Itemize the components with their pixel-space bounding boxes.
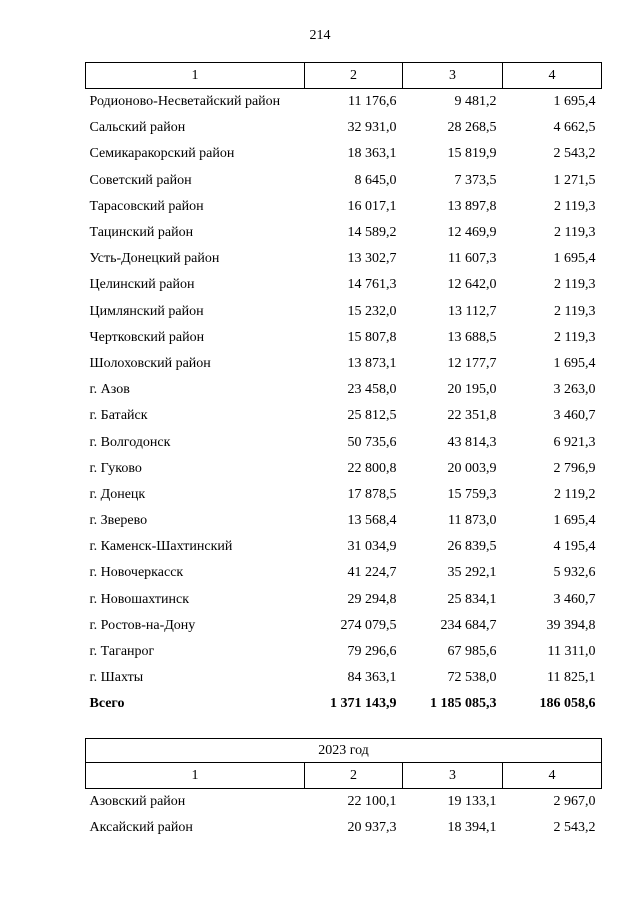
year-header: 2023 год xyxy=(86,739,602,763)
territory-name-cell: Семикаракорский район xyxy=(89,146,235,162)
table-row xyxy=(86,115,602,141)
value-cell: 2 796,9 xyxy=(553,460,596,476)
territory-name-cell: г. Азов xyxy=(89,382,130,398)
territory-name-cell: г. Батайск xyxy=(89,408,148,424)
value-cell: 17 878,5 xyxy=(347,486,397,502)
table-row xyxy=(86,482,602,508)
column-header: 2 xyxy=(305,63,403,89)
value-cell: 12 642,0 xyxy=(447,277,497,293)
table-row xyxy=(86,351,602,377)
value-cell: 72 538,0 xyxy=(447,670,497,686)
total-value-cell: 186 058,6 xyxy=(539,696,596,712)
territory-name-cell: Советский район xyxy=(89,172,192,188)
value-cell: 6 921,3 xyxy=(553,434,596,450)
column-header: 4 xyxy=(503,63,602,89)
value-cell: 11 176,6 xyxy=(348,94,397,110)
value-cell: 20 195,0 xyxy=(447,382,497,398)
territory-name-cell: Цимлянский район xyxy=(89,303,204,319)
table-row xyxy=(86,429,602,455)
allocation-table-2023 xyxy=(85,738,602,841)
total-row xyxy=(86,691,602,717)
territory-name-cell: г. Волгодонск xyxy=(89,434,171,450)
territory-name-cell: Тарасовский район xyxy=(89,198,204,214)
column-header: 4 xyxy=(503,763,602,789)
value-cell: 1 695,4 xyxy=(553,355,596,371)
column-header: 2 xyxy=(305,763,403,789)
total-value-cell: 1 185 085,3 xyxy=(430,696,497,712)
value-cell: 15 807,8 xyxy=(347,329,397,345)
value-cell: 2 119,3 xyxy=(554,303,596,319)
value-cell: 11 311,0 xyxy=(547,644,596,660)
value-cell: 39 394,8 xyxy=(546,617,596,633)
value-cell: 13 568,4 xyxy=(347,513,397,529)
table-row xyxy=(86,587,602,613)
value-cell: 2 119,2 xyxy=(554,486,596,502)
column-header: 1 xyxy=(86,763,305,789)
territory-name-cell: Целинский район xyxy=(89,277,195,293)
value-cell: 67 985,6 xyxy=(447,644,497,660)
value-cell: 1 695,4 xyxy=(553,94,596,110)
value-cell: 2 119,3 xyxy=(554,329,596,345)
value-cell: 32 931,0 xyxy=(347,120,397,136)
value-cell: 16 017,1 xyxy=(347,198,397,214)
value-cell: 11 825,1 xyxy=(547,670,596,686)
value-cell: 41 224,7 xyxy=(347,565,397,581)
value-cell: 15 759,3 xyxy=(447,486,497,502)
table-row xyxy=(86,508,602,534)
value-cell: 4 195,4 xyxy=(553,539,596,555)
value-cell: 43 814,3 xyxy=(447,434,497,450)
table-row xyxy=(86,534,602,560)
territory-name-cell: Азовский район xyxy=(89,794,186,810)
value-cell: 22 100,1 xyxy=(347,794,397,810)
table-body xyxy=(86,789,602,842)
value-cell: 2 119,3 xyxy=(554,225,596,241)
value-cell: 79 296,6 xyxy=(347,644,397,660)
territory-name-cell: г. Таганрог xyxy=(89,644,155,660)
value-cell: 50 735,6 xyxy=(347,434,397,450)
value-cell: 2 543,2 xyxy=(553,820,596,836)
value-cell: 3 460,7 xyxy=(553,408,596,424)
value-cell: 13 897,8 xyxy=(447,198,497,214)
value-cell: 11 607,3 xyxy=(448,251,497,267)
table-body xyxy=(86,89,602,718)
year-header-row xyxy=(86,739,602,763)
value-cell: 15 819,9 xyxy=(447,146,497,162)
territory-name-cell: г. Гуково xyxy=(89,460,142,476)
value-cell: 3 263,0 xyxy=(553,382,596,398)
table-row xyxy=(86,141,602,167)
value-cell: 14 761,3 xyxy=(347,277,397,293)
territory-name-cell: Тацинский район xyxy=(89,225,194,241)
territory-name-cell: г. Шахты xyxy=(89,670,144,686)
value-cell: 8 645,0 xyxy=(354,172,397,188)
value-cell: 25 834,1 xyxy=(447,591,497,607)
table-row xyxy=(86,272,602,298)
value-cell: 2 543,2 xyxy=(553,146,596,162)
territory-name-cell: г. Зверево xyxy=(89,513,148,529)
value-cell: 5 932,6 xyxy=(553,565,596,581)
table-row xyxy=(86,377,602,403)
table-row xyxy=(86,665,602,691)
value-cell: 3 460,7 xyxy=(553,591,596,607)
value-cell: 31 034,9 xyxy=(347,539,397,555)
value-cell: 13 873,1 xyxy=(347,355,397,371)
value-cell: 13 112,7 xyxy=(448,303,497,319)
table-row xyxy=(86,613,602,639)
table-row xyxy=(86,220,602,246)
value-cell: 25 812,5 xyxy=(347,408,397,424)
table-header-row xyxy=(86,63,602,89)
value-cell: 29 294,8 xyxy=(347,591,397,607)
table-row xyxy=(86,299,602,325)
value-cell: 12 177,7 xyxy=(447,355,497,371)
value-cell: 4 662,5 xyxy=(553,120,596,136)
value-cell: 234 684,7 xyxy=(440,617,497,633)
table-row xyxy=(86,789,602,816)
table-row xyxy=(86,246,602,272)
value-cell: 2 119,3 xyxy=(554,277,596,293)
value-cell: 20 003,9 xyxy=(447,460,497,476)
table-row xyxy=(86,325,602,351)
value-cell: 22 351,8 xyxy=(447,408,497,424)
table-row xyxy=(86,168,602,194)
value-cell: 2 967,0 xyxy=(553,794,596,810)
value-cell: 1 695,4 xyxy=(553,251,596,267)
table-row xyxy=(86,456,602,482)
territory-name-cell: г. Новочеркасск xyxy=(89,565,184,581)
value-cell: 14 589,2 xyxy=(347,225,397,241)
allocation-table xyxy=(85,62,602,718)
total-label-cell: Всего xyxy=(89,696,125,712)
table-header-row xyxy=(86,763,602,789)
table-row xyxy=(86,89,602,116)
territory-name-cell: г. Каменск-Шахтинский xyxy=(89,539,233,555)
territory-name-cell: Родионово-Несветайский район xyxy=(89,94,281,110)
column-header: 1 xyxy=(86,63,305,89)
table-row xyxy=(86,560,602,586)
column-header: 3 xyxy=(403,763,503,789)
value-cell: 12 469,9 xyxy=(447,225,497,241)
value-cell: 28 268,5 xyxy=(447,120,497,136)
value-cell: 1 695,4 xyxy=(553,513,596,529)
value-cell: 274 079,5 xyxy=(340,617,397,633)
value-cell: 15 232,0 xyxy=(347,303,397,319)
table-row xyxy=(86,639,602,665)
value-cell: 13 688,5 xyxy=(447,329,497,345)
value-cell: 7 373,5 xyxy=(454,172,497,188)
value-cell: 9 481,2 xyxy=(454,94,497,110)
territory-name-cell: Аксайский район xyxy=(89,820,193,836)
value-cell: 18 363,1 xyxy=(347,146,397,162)
value-cell: 2 119,3 xyxy=(554,198,596,214)
territory-name-cell: Шолоховский район xyxy=(89,355,211,371)
value-cell: 13 302,7 xyxy=(347,251,397,267)
value-cell: 23 458,0 xyxy=(347,382,397,398)
column-header: 3 xyxy=(403,63,503,89)
value-cell: 26 839,5 xyxy=(447,539,497,555)
value-cell: 84 363,1 xyxy=(347,670,397,686)
territory-name-cell: Сальский район xyxy=(89,120,186,136)
total-value-cell: 1 371 143,9 xyxy=(330,696,397,712)
territory-name-cell: Чертковский район xyxy=(89,329,205,345)
table-row xyxy=(86,815,602,841)
value-cell: 11 873,0 xyxy=(448,513,497,529)
table-row xyxy=(86,194,602,220)
table-row xyxy=(86,403,602,429)
value-cell: 20 937,3 xyxy=(347,820,397,836)
value-cell: 1 271,5 xyxy=(553,172,596,188)
page-number: 214 xyxy=(309,28,331,43)
territory-name-cell: Усть-Донецкий район xyxy=(89,251,220,267)
value-cell: 18 394,1 xyxy=(447,820,497,836)
value-cell: 22 800,8 xyxy=(347,460,397,476)
territory-name-cell: г. Ростов-на-Дону xyxy=(89,617,196,633)
value-cell: 19 133,1 xyxy=(447,794,497,810)
territory-name-cell: г. Донецк xyxy=(89,486,146,502)
value-cell: 35 292,1 xyxy=(447,565,497,581)
territory-name-cell: г. Новошахтинск xyxy=(89,591,190,607)
